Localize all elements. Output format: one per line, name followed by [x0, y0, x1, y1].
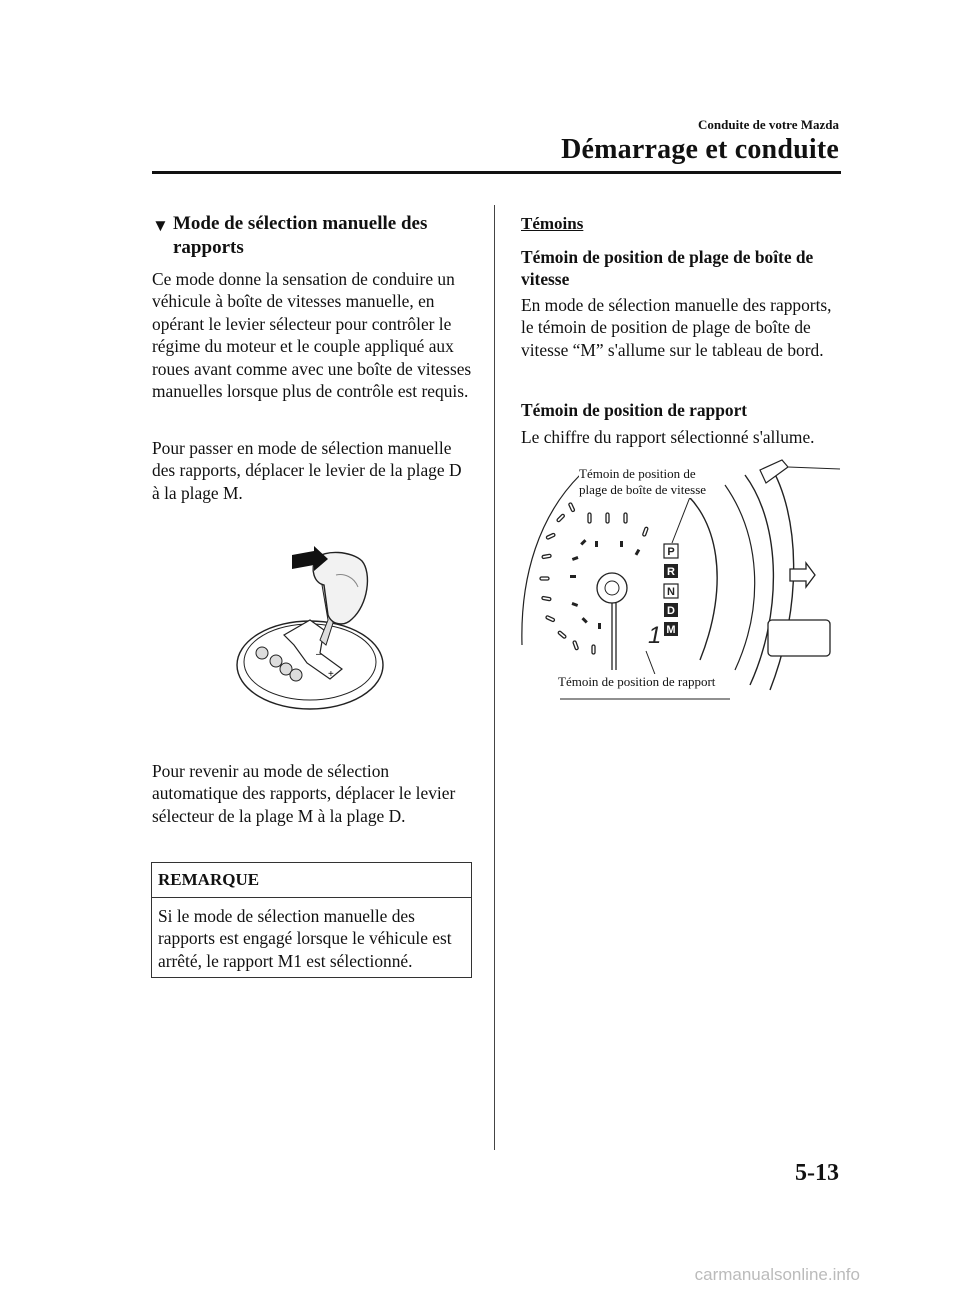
section-triangle-icon: ▼: [152, 216, 169, 235]
note-heading: REMARQUE: [152, 863, 471, 898]
paragraph-enter-manual: Pour passer en mode de sélection manuelle des rapports, déplacer le levier de la plage D à la plage M.: [152, 438, 462, 503]
page-title: Démarrage et conduite: [561, 134, 839, 165]
gear-letter-n: N: [667, 586, 675, 598]
shifter-illustration: [232, 545, 392, 720]
paragraph-intro: Ce mode donne la sensation de conduire un véhicule à boîte de vitesses manuelle, en opérant le levier sélecteur pour contrôler le régime du moteur et le couple appliqué aux roues avant comme avec une boîte de vitesses manuelles lorsque plus de contrôle est requis.: [152, 269, 472, 402]
gear-letter-p: P: [667, 546, 675, 558]
section-title-text: Mode de sélection manuelle des rapports: [173, 213, 428, 258]
figure-label-range: [579, 466, 706, 498]
note-text: Si le mode de sélection manuelle des rapports est engagé lorsque le véhicule est arrêté, le rapport M1 est sélectionné.: [158, 906, 452, 971]
figure-label-gear: Témoin de position de rapport: [558, 674, 716, 689]
subheading-range-indicator: Témoin de position de plage de boîte de vitesse: [521, 247, 814, 290]
shifter-plus-mark: +: [328, 669, 334, 680]
shifter-minus-mark: –: [316, 649, 322, 660]
paragraph-range-indicator: En mode de sélection manuelle des rapports, le témoin de position de plage de boîte de vitesse “M” s'allume sur le tableau de bord.: [521, 295, 832, 360]
subheading-temoins: Témoins: [521, 214, 584, 233]
chapter-label: Conduite de votre Mazda: [698, 117, 839, 132]
gear-digit: 1: [648, 622, 662, 649]
column-divider: [494, 205, 495, 1150]
watermark: carmanualsonline.info: [694, 1265, 860, 1284]
figure-label-range-line1: Témoin de position de: [579, 466, 696, 481]
gear-letter-d: D: [667, 605, 675, 617]
note-box: [151, 862, 472, 978]
subheading-gear-indicator: Témoin de position de rapport: [521, 400, 748, 420]
figure-label-range-line2: plage de boîte de vitesse: [579, 482, 707, 497]
header-rule: [152, 171, 841, 174]
paragraph-return-auto: Pour revenir au mode de sélection automatique des rapports, déplacer le levier sélecteur de la plage M à la plage D.: [152, 761, 456, 826]
paragraph-gear-indicator: Le chiffre du rapport sélectionné s'allume.: [521, 427, 815, 447]
gear-letter-r: R: [667, 566, 675, 578]
section-title: [152, 212, 472, 260]
gear-letter-m: M: [666, 624, 676, 636]
page-number: 5-13: [795, 1160, 839, 1186]
